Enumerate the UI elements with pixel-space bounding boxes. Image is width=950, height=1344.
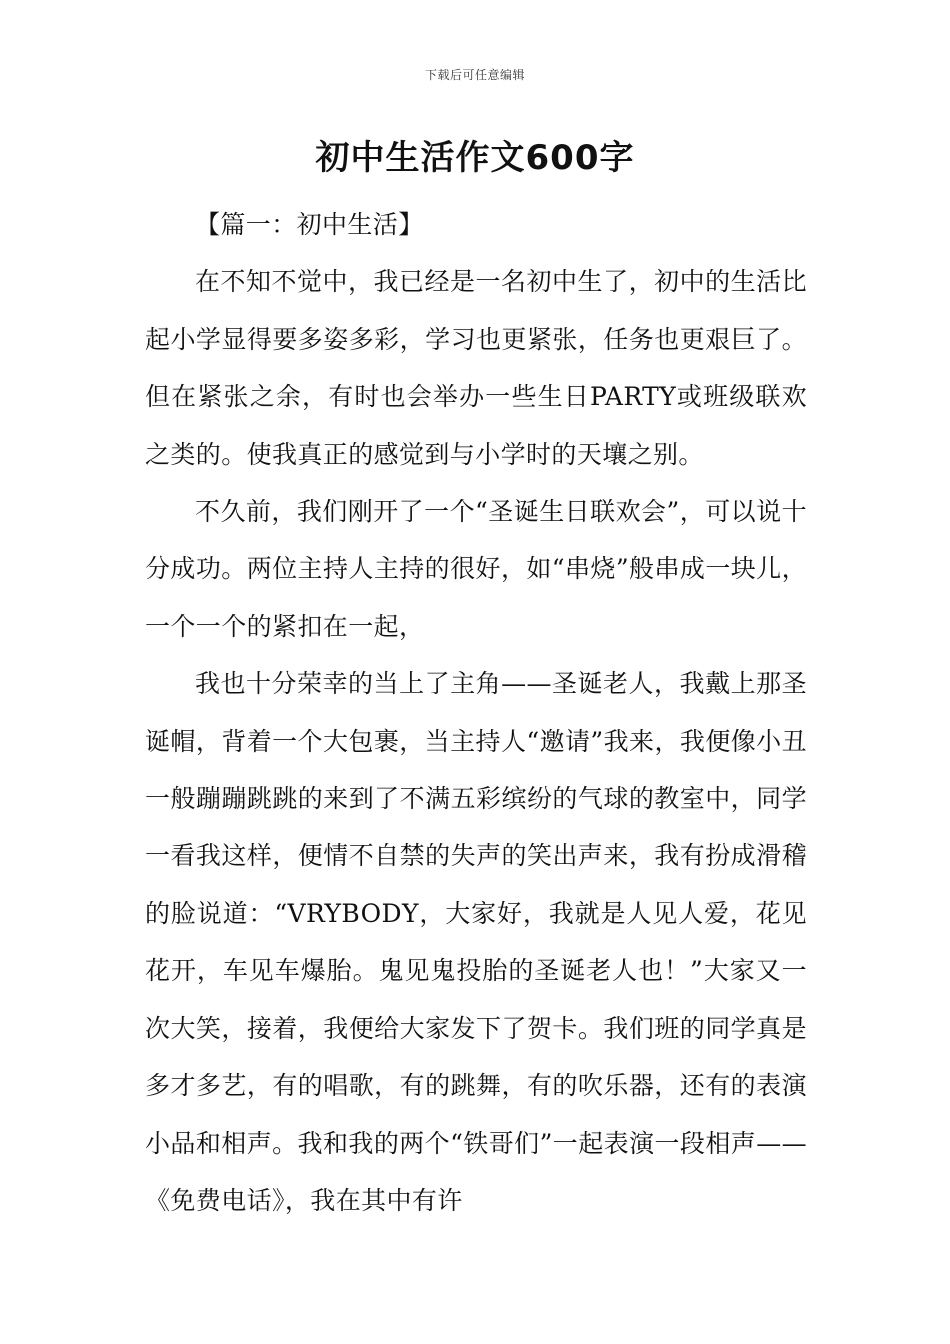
document-title: 初中生活作文600字 (315, 138, 635, 178)
paragraph-1: 在不知不觉中，我已经是一名初中生了，初中的生活比起小学显得要多姿多彩，学习也更紧张，任务也更艰巨了。但在紧张之余，有时也会举办一些生日PARTY或班级联欢之类的。使我真正的感觉到与小学时的天壤之别。 (145, 267, 807, 469)
paragraph-3: 我也十分荣幸的当上了主角——圣诞老人，我戴上那圣诞帽，背着一个大包裹，当主持人“邀请”我来，我便像小丑一般蹦蹦跳跳的来到了不满五彩缤纷的气球的教室中，同学一看我这样，便情不自禁的失声的笑出声来，我有扮成滑稽的脸说道：“VRYBODY，大家好，我就是人见人爱，花见花开，车见车爆胎。鬼见鬼投胎的圣诞老人也！”大家又一次大笑，接着，我便给大家发下了贺卡。我们班的同学真是多才多艺，有的唱歌，有的跳舞，有的吹乐器，还有的表演小品和相声。我和我的两个“铁哥们”一起表演一段相声——《免费电话》，我在其中有许 (145, 669, 807, 1215)
header-note: 下载后可任意编辑 (424, 68, 525, 82)
section-heading: 【篇一：初中生活】 (195, 210, 424, 239)
document-body (145, 196, 807, 1229)
paragraph-2: 不久前，我们刚开了一个“圣诞生日联欢会”，可以说十分成功。两位主持人主持的很好，如“串烧”般串成一块儿，一个一个的紧扣在一起， (145, 497, 807, 641)
